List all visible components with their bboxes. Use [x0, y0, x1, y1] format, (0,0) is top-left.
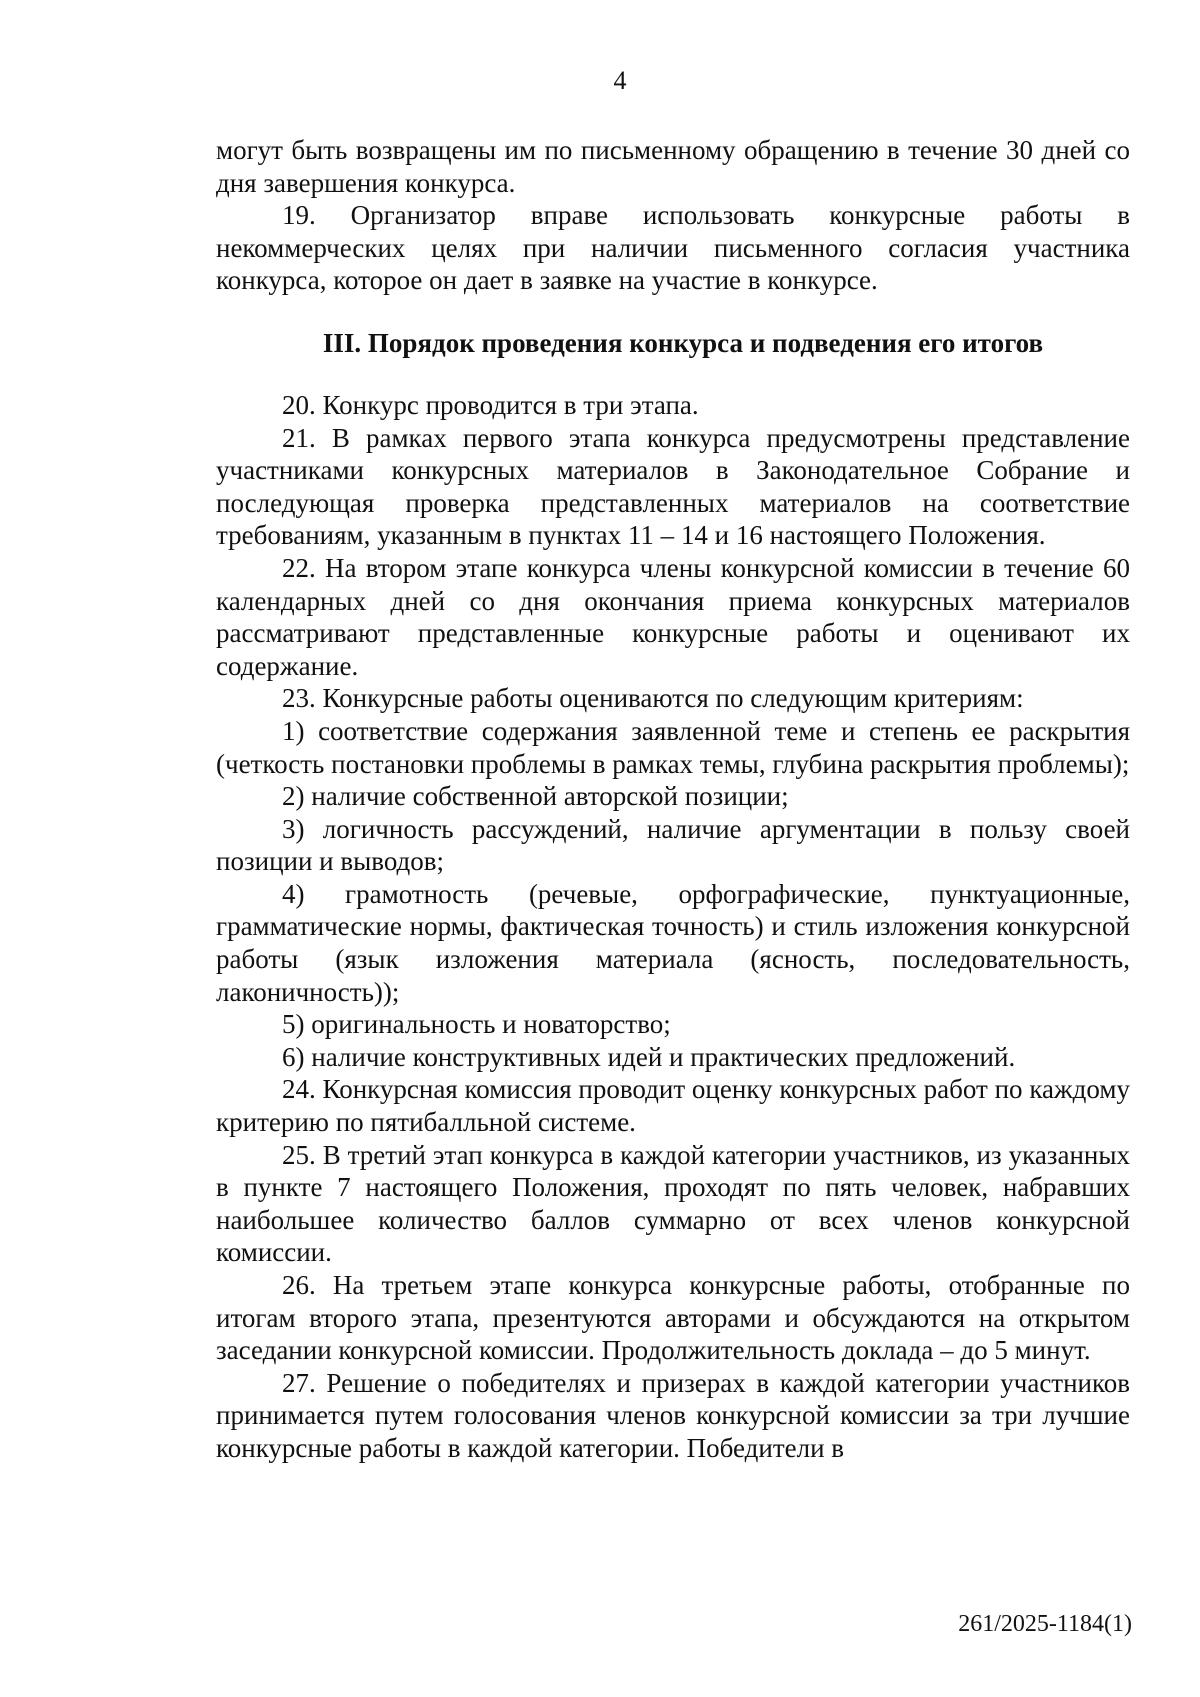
document-code: 261/2025-1184(1) — [958, 1611, 1132, 1637]
paragraph: 1) соответствие содержания заявленной теме и степень ее раскрытия (четкость постановки проблемы в рамках темы, глубина раскрытия проблемы); — [216, 715, 1130, 779]
paragraph: 24. Конкурсная комиссия проводит оценку конкурсных работ по каждому критерию по пятибалльной системе. — [216, 1074, 1130, 1138]
paragraph: 27. Решение о победителях и призерах в каждой категории участников принимается путем голосования членов конкурсной комиссии за три лучшие конкурсные работы в каждой категории. Победители в — [216, 1367, 1130, 1463]
paragraph: 3) логичность рассуждений, наличие аргументации в пользу своей позиции и выводов; — [216, 813, 1130, 877]
paragraph: 26. На третьем этапе конкурса конкурсные работы, отобранные по итогам второго этапа, презентуются авторами и обсуждаются на открытом заседании конкурсной комиссии. Продолжительность доклада – до 5 минут. — [216, 1270, 1130, 1366]
paragraph: 20. Конкурс проводится в три этапа. — [282, 389, 699, 420]
paragraph: 25. В третий этап конкурса в каждой категории участников, из указанных в пункте 7 настоящего Положения, проходят по пять человек, набравших наибольшее количество баллов суммарно от всех членов конкурсной комиссии. — [216, 1139, 1130, 1268]
paragraphs-after — [216, 389, 1130, 1465]
paragraph: 22. На втором этапе конкурса члены конкурсной комиссии в течение 60 календарных дней со дня окончания приема конкурсных материалов рассматривают представленные конкурсные работы и оценивают их содержание. — [216, 552, 1130, 681]
paragraph: 2) наличие собственной авторской позиции; — [282, 781, 789, 812]
paragraph: 5) оригинальность и новаторство; — [282, 1009, 671, 1040]
paragraph: 6) наличие конструктивных идей и практических предложений. — [282, 1041, 1016, 1072]
page-number: 4 — [613, 66, 627, 95]
section-heading: III. Порядок проведения конкурса и подведения его итогов — [322, 327, 1044, 358]
paragraph: 4) грамотность (речевые, орфографические, пунктуационные, грамматические нормы, фактическая точность) и стиль изложения конкурсной работы (язык изложения материала (ясность, последовательность, лаконичность)); — [216, 878, 1130, 1007]
paragraph: 23. Конкурсные работы оцениваются по следующим критериям: — [282, 683, 1024, 714]
paragraph: 21. В рамках первого этапа конкурса предусмотрены представление участниками конкурсных материалов в Законодательное Собрание и последующая проверка представленных материалов на соответствие требованиям, указанным в пунктах 11 – 14 и 16 настоящего Положения. — [216, 422, 1130, 551]
paragraph: могут быть возвращены им по письменному обращению в течение 30 дней со дня завершения конкурса. — [216, 135, 1130, 198]
paragraphs-before — [216, 134, 1130, 297]
document-body — [216, 134, 1130, 1465]
paragraph: 19. Организатор вправе использовать конкурсные работы в некоммерческих целях при наличии письменного согласия участника конкурса, которое он дает в заявке на участие в конкурсе. — [216, 200, 1130, 296]
